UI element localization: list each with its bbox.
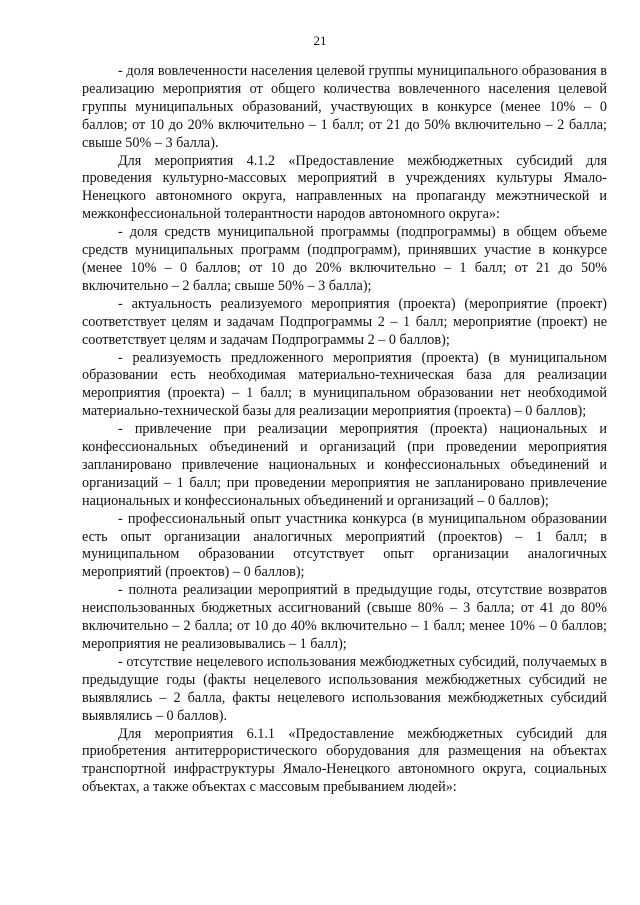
paragraph-polnota: - полнота реализации мероприятий в предыдущие годы, отсутствие возвратов неиспользованных бюджетных ассигнований (свыше 80% – 3 балла; от 41 до 80% включительно – 2 балла; от 10 до 40% включительно – 1 балл; менее 10% – 0 баллов; мероприятия не реализовывались – 1 балл); [82, 582, 607, 652]
paragraph-dolya-sredstv: - доля средств муниципальной программы (подпрограммы) в общем объеме средств муниципальных программ (подпрограмм), принявших участие в конкурсе (менее 10% – 0 баллов; от 10 до 20% включительно – 1 балл; от 21 до 50% включительно – 2 балла; свыше 50% – 3 балла); [82, 224, 607, 294]
paragraph-realizuemost: - реализуемость предложенного мероприятия (проекта) (в муниципальном образовании есть необходимая материально-техническая база для реализации мероприятия (проекта) – 1 балл; в муниципальном образовании нет необходимой материально-технической базы для реализации мероприятия (проекта) – 0 баллов); [82, 349, 607, 420]
document-body [82, 63, 607, 797]
paragraph-privlechenie: - привлечение при реализации мероприятия (проекта) национальных и конфессиональных объединений и организаций (при проведении мероприятия запланировано привлечение национальных и конфессиональных объединений и организаций – 1 балл; при проведении мероприятия не запланировано привлечение национальных и конфессиональных объединений и организаций – 0 баллов); [82, 421, 607, 509]
paragraph-aktualnost: - актуальность реализуемого мероприятия (проекта) (мероприятие (проект) соответствует целям и задачам Подпрограммы 2 – 1 балл; мероприятие (проект) не соответствует целям и задачам Подпрограммы 2 – 0 баллов); [82, 295, 607, 348]
page-number: 21 [313, 33, 327, 48]
paragraph-meropriyatie-4-1-2: Для мероприятия 4.1.2 «Предоставление межбюджетных субсидий для проведения культурно-массовых мероприятий в учреждениях культуры Ямало-Ненецкого автономного округа, направленных на пропаганду межэтнической и межконфессиональной толерантности народов автономного округа»: [82, 152, 607, 223]
paragraph-opyt: - профессиональный опыт участника конкурса (в муниципальном образовании есть опыт организации аналогичных мероприятий (проектов) – 1 балл; в муниципальном образовании отсутствует опыт организации аналогичных мероприятий (проектов) – 0 баллов); [82, 510, 607, 581]
paragraph-vovlechennost: - доля вовлеченности населения целевой группы муниципального образования в реализацию мероприятия от общего количества вовлеченного населения целевой группы муниципальных образований, участвующих в конкурсе (менее 10% – 0 баллов; от 10 до 20% включительно – 1 балл; от 21 до 50% включительно – 2 балла; свыше 50% – 3 балла). [82, 63, 607, 151]
paragraph-netselevoe: - отсутствие нецелевого использования межбюджетных субсидий, получаемых в предыдущие годы (факты нецелевого использования межбюджетных субсидий не выявлялись – 2 балла, факты нецелевого использования межбюджетных субсидий выявлялись – 0 баллов). [82, 653, 607, 724]
paragraph-meropriyatie-6-1-1: Для мероприятия 6.1.1 «Предоставление межбюджетных субсидий для приобретения антитеррористического оборудования для размещения на объектах транспортной инфраструктуры Ямало-Ненецкого автономного округа, социальных объектах, а также объектах с массовым пребыванием людей»: [82, 725, 607, 796]
